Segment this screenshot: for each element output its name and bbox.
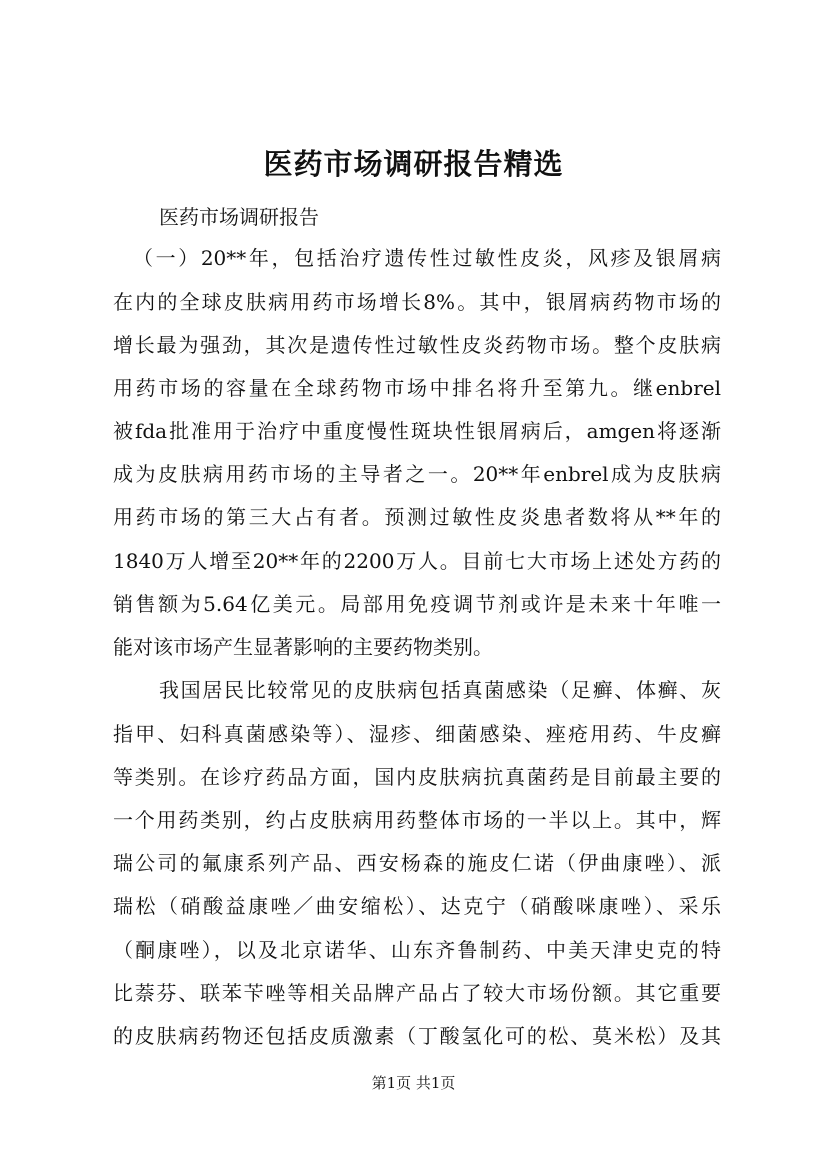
paragraph-line: 指甲、妇科真菌感染等）、湿疹、细菌感染、痤疮用药、牛皮癣 — [113, 722, 721, 746]
paragraph-line: 被fda批准用于治疗中重度慢性斑块性银屑病后，amgen将逐渐 — [113, 419, 721, 443]
paragraph-line: （一）20**年，包括治疗遗传性过敏性皮炎，风疹及银屑病 — [133, 246, 721, 270]
paragraph-line: （酮康唑），以及北京诺华、山东齐鲁制药、中美天津史克的特 — [113, 938, 721, 962]
paragraph-line: 一个用药类别，约占皮肤病用药整体市场的一半以上。其中，辉 — [113, 808, 721, 832]
paragraph-line: 能对该市场产生显著影响的主要药物类别。 — [113, 635, 493, 659]
paragraph-line: 用药市场的第三大占有者。预测过敏性皮炎患者数将从**年的 — [113, 505, 721, 529]
paragraph-line: 用药市场的容量在全球药物市场中排名将升至第九。继enbrel — [113, 376, 721, 400]
paragraph-line: 成为皮肤病用药市场的主导者之一。20**年enbrel成为皮肤病 — [113, 462, 721, 486]
document-subtitle: 医药市场调研报告 — [159, 205, 319, 229]
paragraph-line: 增长最为强劲，其次是遗传性过敏性皮炎药物市场。整个皮肤病 — [113, 333, 721, 357]
paragraph-line: 等类别。在诊疗药品方面，国内皮肤病抗真菌药是目前最主要的 — [113, 765, 721, 789]
paragraph-line: 我国居民比较常见的皮肤病包括真菌感染（足癣、体癣、灰 — [159, 678, 721, 702]
page-number-footer: 第1页 共1页 — [371, 1074, 456, 1092]
document-title: 医药市场调研报告精选 — [263, 147, 564, 181]
paragraph-line: 比萘芬、联苯苄唑等相关品牌产品占了较大市场份额。其它重要 — [113, 981, 721, 1005]
paragraph-line: 瑞松（硝酸益康唑／曲安缩松）、达克宁（硝酸咪康唑）、采乐 — [113, 894, 721, 918]
paragraph-line: 的皮肤病药物还包括皮质激素（丁酸氢化可的松、莫米松）及其 — [113, 1024, 721, 1048]
paragraph-line: 在内的全球皮肤病用药市场增长8%。其中，银屑病药物市场的 — [113, 290, 721, 314]
paragraph-line: 销售额为5.64亿美元。局部用免疫调节剂或许是未来十年唯一 — [113, 592, 721, 616]
paragraph-line: 瑞公司的氟康系列产品、西安杨森的施皮仁诺（伊曲康唑）、派 — [113, 851, 721, 875]
paragraph-line: 1840万人增至20**年的2200万人。目前七大市场上述处方药的 — [113, 549, 721, 573]
